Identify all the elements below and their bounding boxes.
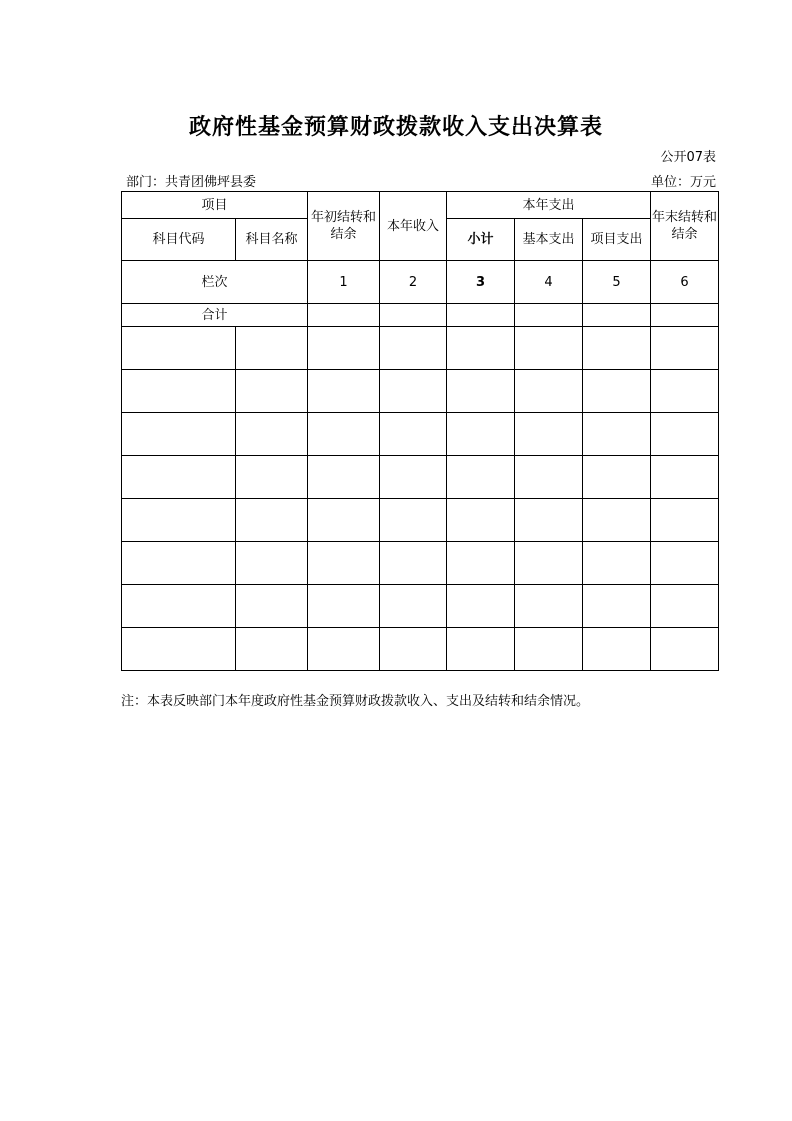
header-basic-expense: 基本支出 <box>515 219 583 261</box>
header-subject-code: 科目代码 <box>122 219 236 261</box>
table-row <box>122 628 719 671</box>
total-cell <box>380 304 447 327</box>
column-index-cell: 4 <box>515 261 583 304</box>
total-cell <box>447 304 515 327</box>
column-index-cell: 5 <box>583 261 651 304</box>
table-row <box>122 456 719 499</box>
table-row <box>122 413 719 456</box>
total-cell <box>583 304 651 327</box>
table-row <box>122 585 719 628</box>
column-index-cell: 1 <box>308 261 380 304</box>
total-row-label: 合计 <box>122 304 308 327</box>
table-row <box>122 370 719 413</box>
total-cell <box>308 304 380 327</box>
column-index-cell: 2 <box>380 261 447 304</box>
header-current-expense: 本年支出 <box>447 192 651 219</box>
header-project-expense: 项目支出 <box>583 219 651 261</box>
header-ending-balance: 年末结转和结余 <box>651 192 719 261</box>
footnote: 注：本表反映部门本年度政府性基金预算财政拨款收入、支出及结转和结余情况。 <box>121 694 590 709</box>
header-subtotal: 小计 <box>447 219 515 261</box>
column-index-label: 栏次 <box>122 261 308 304</box>
column-index-cell: 3 <box>447 261 515 304</box>
header-beginning-balance: 年初结转和结余 <box>308 192 380 261</box>
budget-table <box>121 191 719 671</box>
total-cell <box>651 304 719 327</box>
table-row <box>122 499 719 542</box>
unit-label: 单位：万元 <box>650 175 716 190</box>
table-row <box>122 542 719 585</box>
table-row <box>122 327 719 370</box>
header-item: 项目 <box>122 192 308 219</box>
department-label: 部门：共青团佛坪县委 <box>126 175 257 190</box>
total-cell <box>515 304 583 327</box>
column-index-cell: 6 <box>651 261 719 304</box>
header-subject-name: 科目名称 <box>236 219 308 261</box>
header-current-income: 本年收入 <box>380 192 447 261</box>
form-number: 公开07表 <box>660 150 716 165</box>
table-title: 政府性基金预算财政拨款收入支出决算表 <box>188 115 603 140</box>
